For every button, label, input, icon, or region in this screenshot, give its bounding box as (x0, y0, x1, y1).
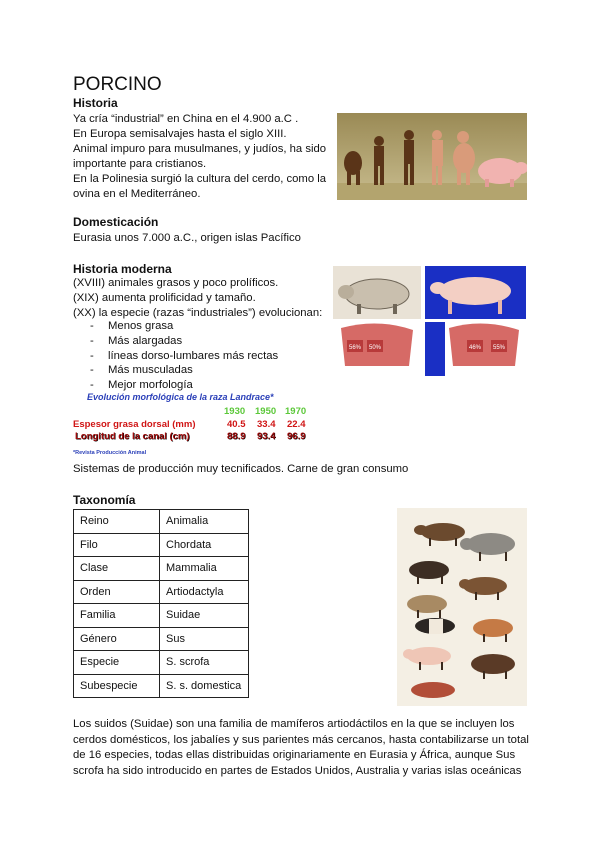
table-row (74, 651, 249, 675)
carcass-length-value: 88.9 (227, 431, 246, 442)
suidos-line: scrofa ha sido introducido en partes de Estados Unidos, Australia y varias islas oceánicas (73, 764, 522, 777)
domesticacion-text: Eurasia unos 7.000 a.C., origen islas Pacífico (73, 232, 301, 244)
taxon-cell: Suidae (160, 604, 249, 628)
carcass-label: 46% (469, 345, 482, 351)
historia-moderna-line: (XVIII) animales grasos y poco prolíficos. (73, 277, 279, 289)
historia-moderna-line: (XIX) aumenta prolificidad y tamaño. (73, 292, 256, 304)
taxon-cell: Artiodactyla (160, 580, 249, 604)
rank-cell: Clase (74, 557, 160, 581)
taxon-cell: S. scrofa (160, 651, 249, 675)
table-row (74, 580, 249, 604)
taxonomy-table (73, 509, 249, 698)
year-label: 1930 (224, 406, 246, 417)
fat-thickness-value: 33.4 (257, 419, 276, 430)
fat-thickness-value: 40.5 (227, 419, 246, 430)
evolution-illustration (337, 113, 527, 200)
list-item: - Más alargadas (90, 334, 183, 347)
historia-line: En Europa semisalvajes hasta el siglo XIII. (73, 128, 287, 140)
source-note: *Revista Producción Animal (73, 450, 147, 456)
rank-cell: Subespecie (74, 674, 160, 698)
table-row (74, 533, 249, 557)
taxon-cell: Chordata (160, 533, 249, 557)
carcass-label: 56% (349, 345, 362, 351)
historia-line: ovina en el Mediterráneo. (73, 188, 201, 200)
taxon-cell: S. s. domestica (160, 674, 249, 698)
table-row (74, 627, 249, 651)
list-item: - líneas dorso-lumbares más rectas (90, 349, 279, 362)
taxonomia-heading: Taxonomía (73, 493, 136, 507)
page-title: PORCINO (73, 74, 162, 95)
carcass-length-value: 96.9 (287, 431, 306, 442)
sistemas-text: Sistemas de producción muy tecnificados. Carne de gran consumo (73, 463, 409, 475)
table-row (74, 674, 249, 698)
rank-cell: Especie (74, 651, 160, 675)
evolution-bullet-list (90, 319, 278, 393)
landrace-table-title: Evolución morfológica de la raza Landrace* (87, 392, 274, 402)
suidos-paragraph (73, 717, 529, 779)
rank-cell: Orden (74, 580, 160, 604)
historia-heading: Historia (73, 96, 118, 110)
carcass-length-value: 93.4 (257, 431, 276, 442)
historia-text (73, 112, 326, 202)
historia-moderna-heading: Historia moderna (73, 262, 172, 276)
carcass-label: 55% (493, 345, 506, 351)
historia-line: importante para cristianos. (73, 158, 207, 170)
suidos-line: Los suidos (Suidae) son una familia de mamíferos artiodáctilos en la que se incluyen los (73, 718, 515, 730)
historia-moderna-line: (XX) la especie (razas “industriales”) evolucionan: (73, 307, 323, 319)
suidae-species-illustration (397, 508, 527, 706)
taxon-cell: Sus (160, 627, 249, 651)
table-row (74, 604, 249, 628)
year-label: 1950 (255, 406, 277, 417)
taxon-cell: Animalia (160, 510, 249, 534)
list-item: - Menos grasa (90, 320, 174, 332)
rank-cell: Filo (74, 533, 160, 557)
taxon-cell: Mammalia (160, 557, 249, 581)
rank-cell: Reino (74, 510, 160, 534)
rank-cell: Género (74, 627, 160, 651)
historia-moderna-text (73, 276, 322, 321)
rank-cell: Familia (74, 604, 160, 628)
list-item: - Mejor morfología (90, 379, 193, 392)
historia-line: Ya cría “industrial” en China en el 4.900 a.C . (73, 113, 299, 125)
table-row (74, 510, 249, 534)
carcass-length-label: Longitud de la canal (cm) (75, 431, 190, 442)
fat-thickness-label: Espesor grasa dorsal (mm) (73, 419, 196, 430)
year-label: 1970 (285, 406, 307, 417)
carcass-label: 50% (369, 345, 382, 351)
historia-line: En la Polinesia surgió la cultura del cerdo, como la (73, 173, 327, 185)
fat-thickness-value: 22.4 (287, 419, 306, 430)
list-item: - Más musculadas (90, 364, 193, 377)
historia-line: Animal impuro para musulmanes, y judíos, ha sido (73, 143, 327, 155)
suidos-line: cerdos domésticos, los jabalíes y sus parientes más cercanos, hasta contabilizarse un total (73, 733, 529, 746)
pig-photo-collage (333, 266, 526, 376)
table-row (74, 557, 249, 581)
suidos-line: de 16 especies, todas ellas distribuidas originariamente en Eurasia y África, aunque Sus (73, 749, 516, 761)
domesticacion-heading: Domesticación (73, 215, 159, 229)
